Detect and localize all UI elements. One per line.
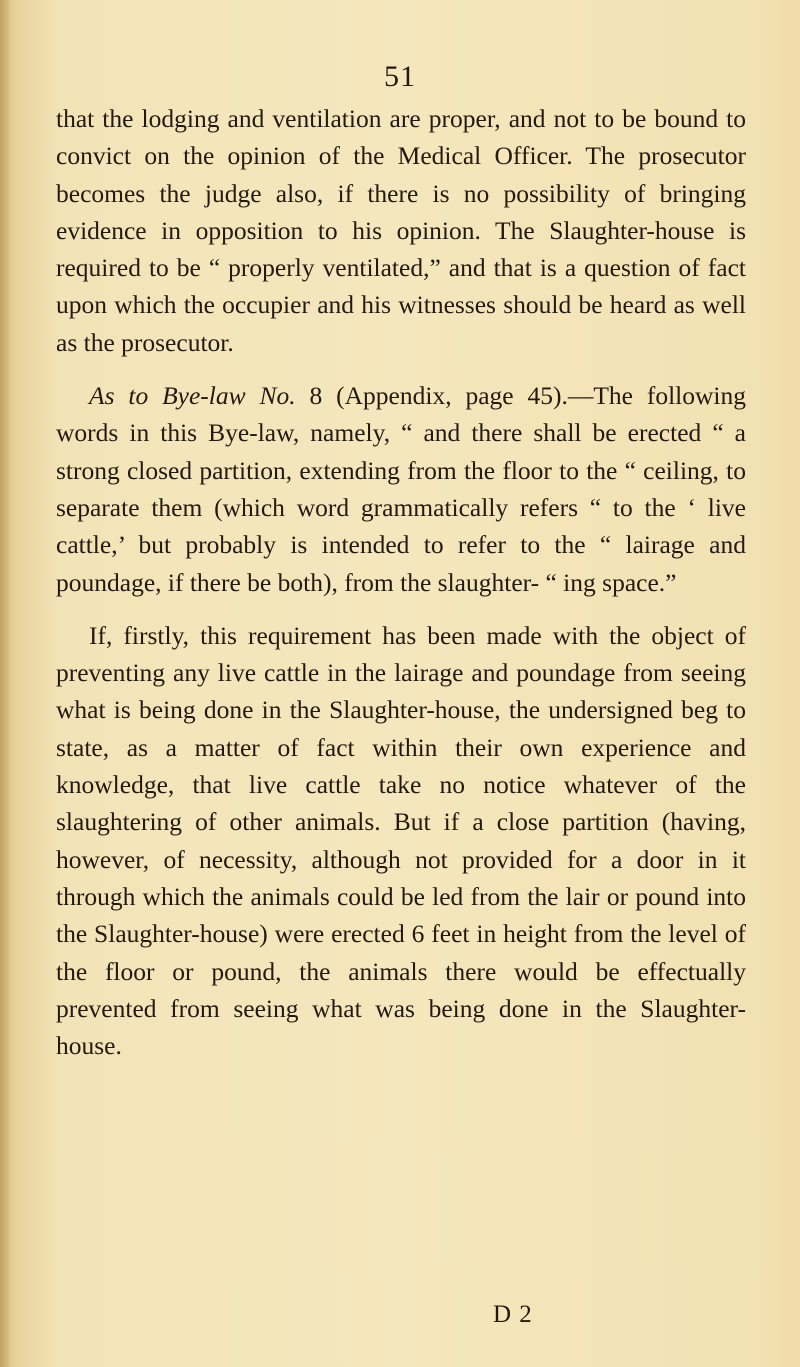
paragraph-text: 8 (Appendix, page 45).—The following words in this Bye-law, namely, “ and there shall be erected “ a strong closed partition, extending from the floor to the “ ceiling, to separate them (which word grammatically refers “ to the ‘ live cattle,’ but probably is intended to refer to the “ lairage and poundage, if there be both), from the slaughter- “ ing space.” xyxy=(56,381,746,597)
page-number: 51 xyxy=(384,60,416,93)
paragraph-requirement xyxy=(56,617,746,1065)
paragraph-text: If, firstly, this requirement has been made with the object of preventing any live cattle in the lairage and poundage from seeing what is being done in the Slaughter-house, the undersigned beg to state, as a matter of fact within their own experience and knowledge, that live cattle take no notice whatever of the slaughtering of other animals. But if a close partition (having, however, of necessity, although not provided for a door in it through which the animals could be led from the lair or pound into the Slaughter-house) were erected 6 feet in height from the level of the floor or pound, the animals there would be effectually prevented from seeing what was being done in the Slaughter-house. xyxy=(56,620,746,1061)
body-text xyxy=(56,100,746,1064)
paragraph-bye-law-8 xyxy=(56,377,746,601)
paragraph-lead-italic: As to Bye-law No. xyxy=(89,381,296,411)
page-binding-edge xyxy=(0,0,10,1367)
paragraph-text: that the lodging and ventilation are proper, and not to be bound to convict on the opinion of the Medical Officer. The prosecutor becomes the judge also, if there is no possibility of bringing evidence in opposition to his opinion. The Slaughter-house is required to be “ properly ventilated,” and that is a question of fact upon which the occupier and his witnesses should be heard as well as the prosecutor. xyxy=(56,104,746,357)
paragraph-ventilation xyxy=(56,100,746,361)
signature-mark: D 2 xyxy=(493,1301,533,1328)
